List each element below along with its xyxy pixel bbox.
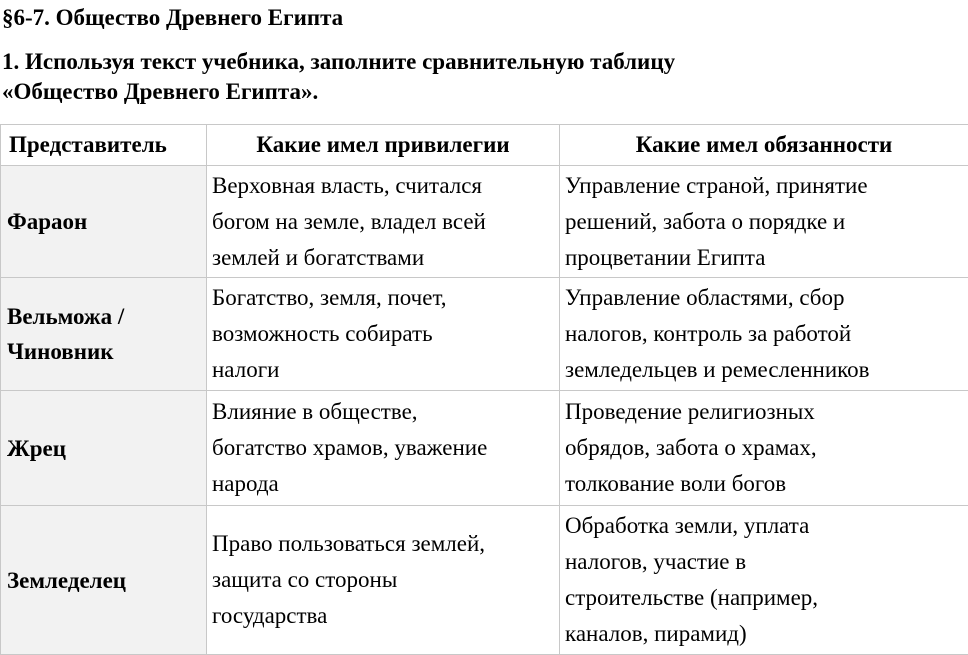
representative-cell	[1, 391, 207, 506]
cell-line: богом на земле, владел всей	[212, 208, 486, 234]
privileges-cell	[207, 166, 560, 278]
cell-line: толкование воли богов	[565, 471, 787, 496]
cell-line: строительстве (например,	[565, 585, 819, 610]
cell-line: Право пользоваться землей,	[212, 531, 486, 556]
section-title: §6-7. Общество Древнего Египта	[2, 5, 344, 30]
cell-line: Жрец	[7, 435, 66, 461]
cell-line: каналов, пирамид)	[565, 621, 747, 646]
cell-line: государства	[212, 603, 328, 628]
cell-line: Управление страной, принятие	[565, 172, 868, 198]
privileges-cell	[207, 506, 560, 655]
cell-line: Вельможа /	[7, 304, 125, 329]
cell-line: решений, забота о порядке и	[565, 208, 846, 234]
cell-line: Чиновник	[7, 339, 114, 364]
cell-line: возможность собирать	[212, 321, 433, 346]
representative-cell	[1, 166, 207, 278]
cell-line: налогов, участие в	[565, 549, 747, 574]
duties-cell	[560, 278, 968, 391]
cell-line: Фараон	[7, 209, 88, 234]
duties-cell	[560, 391, 968, 506]
task-instructions	[2, 47, 942, 107]
header-representative: Представитель	[1, 125, 207, 166]
cell-line: землей и богатствами	[212, 244, 425, 270]
table-row	[1, 166, 968, 278]
duties-cell	[560, 506, 968, 655]
privileges-cell	[207, 278, 560, 391]
cell-line: земледельцев и ремесленников	[565, 357, 870, 382]
cell-line: Управление областями, сбор	[565, 285, 845, 310]
cell-line: налогов, контроль за работой	[565, 321, 852, 346]
cell-line: защита со стороны	[212, 567, 398, 592]
cell-line: богатство храмов, уважение	[212, 435, 488, 460]
representative-cell	[1, 278, 207, 391]
task-line-2: «Общество Древнего Египта».	[2, 79, 319, 104]
privileges-cell	[207, 391, 560, 506]
cell-line: Влияние в обществе,	[212, 399, 418, 424]
cell-line: Земледелец	[7, 567, 127, 593]
header-duties: Какие имел обязанности	[560, 125, 968, 166]
cell-line: Верховная власть, считался	[212, 172, 483, 198]
table-row	[1, 391, 968, 506]
duties-cell	[560, 166, 968, 278]
cell-line: обрядов, забота о храмах,	[565, 435, 817, 460]
table-row	[1, 278, 968, 391]
cell-line: налоги	[212, 357, 280, 382]
cell-line: народа	[212, 471, 279, 496]
cell-line: Богатство, земля, почет,	[212, 285, 447, 310]
cell-line: процветании Египта	[565, 244, 766, 270]
table-row	[1, 506, 968, 655]
cell-line: Проведение религиозных	[565, 399, 815, 424]
table-header-row	[1, 125, 968, 166]
representative-cell	[1, 506, 207, 655]
cell-line: Обработка земли, уплата	[565, 513, 810, 538]
task-line-1: 1. Используя текст учебника, заполните сравнительную таблицу	[2, 49, 676, 74]
comparison-table	[0, 124, 968, 655]
header-privileges: Какие имел привилегии	[207, 125, 560, 166]
